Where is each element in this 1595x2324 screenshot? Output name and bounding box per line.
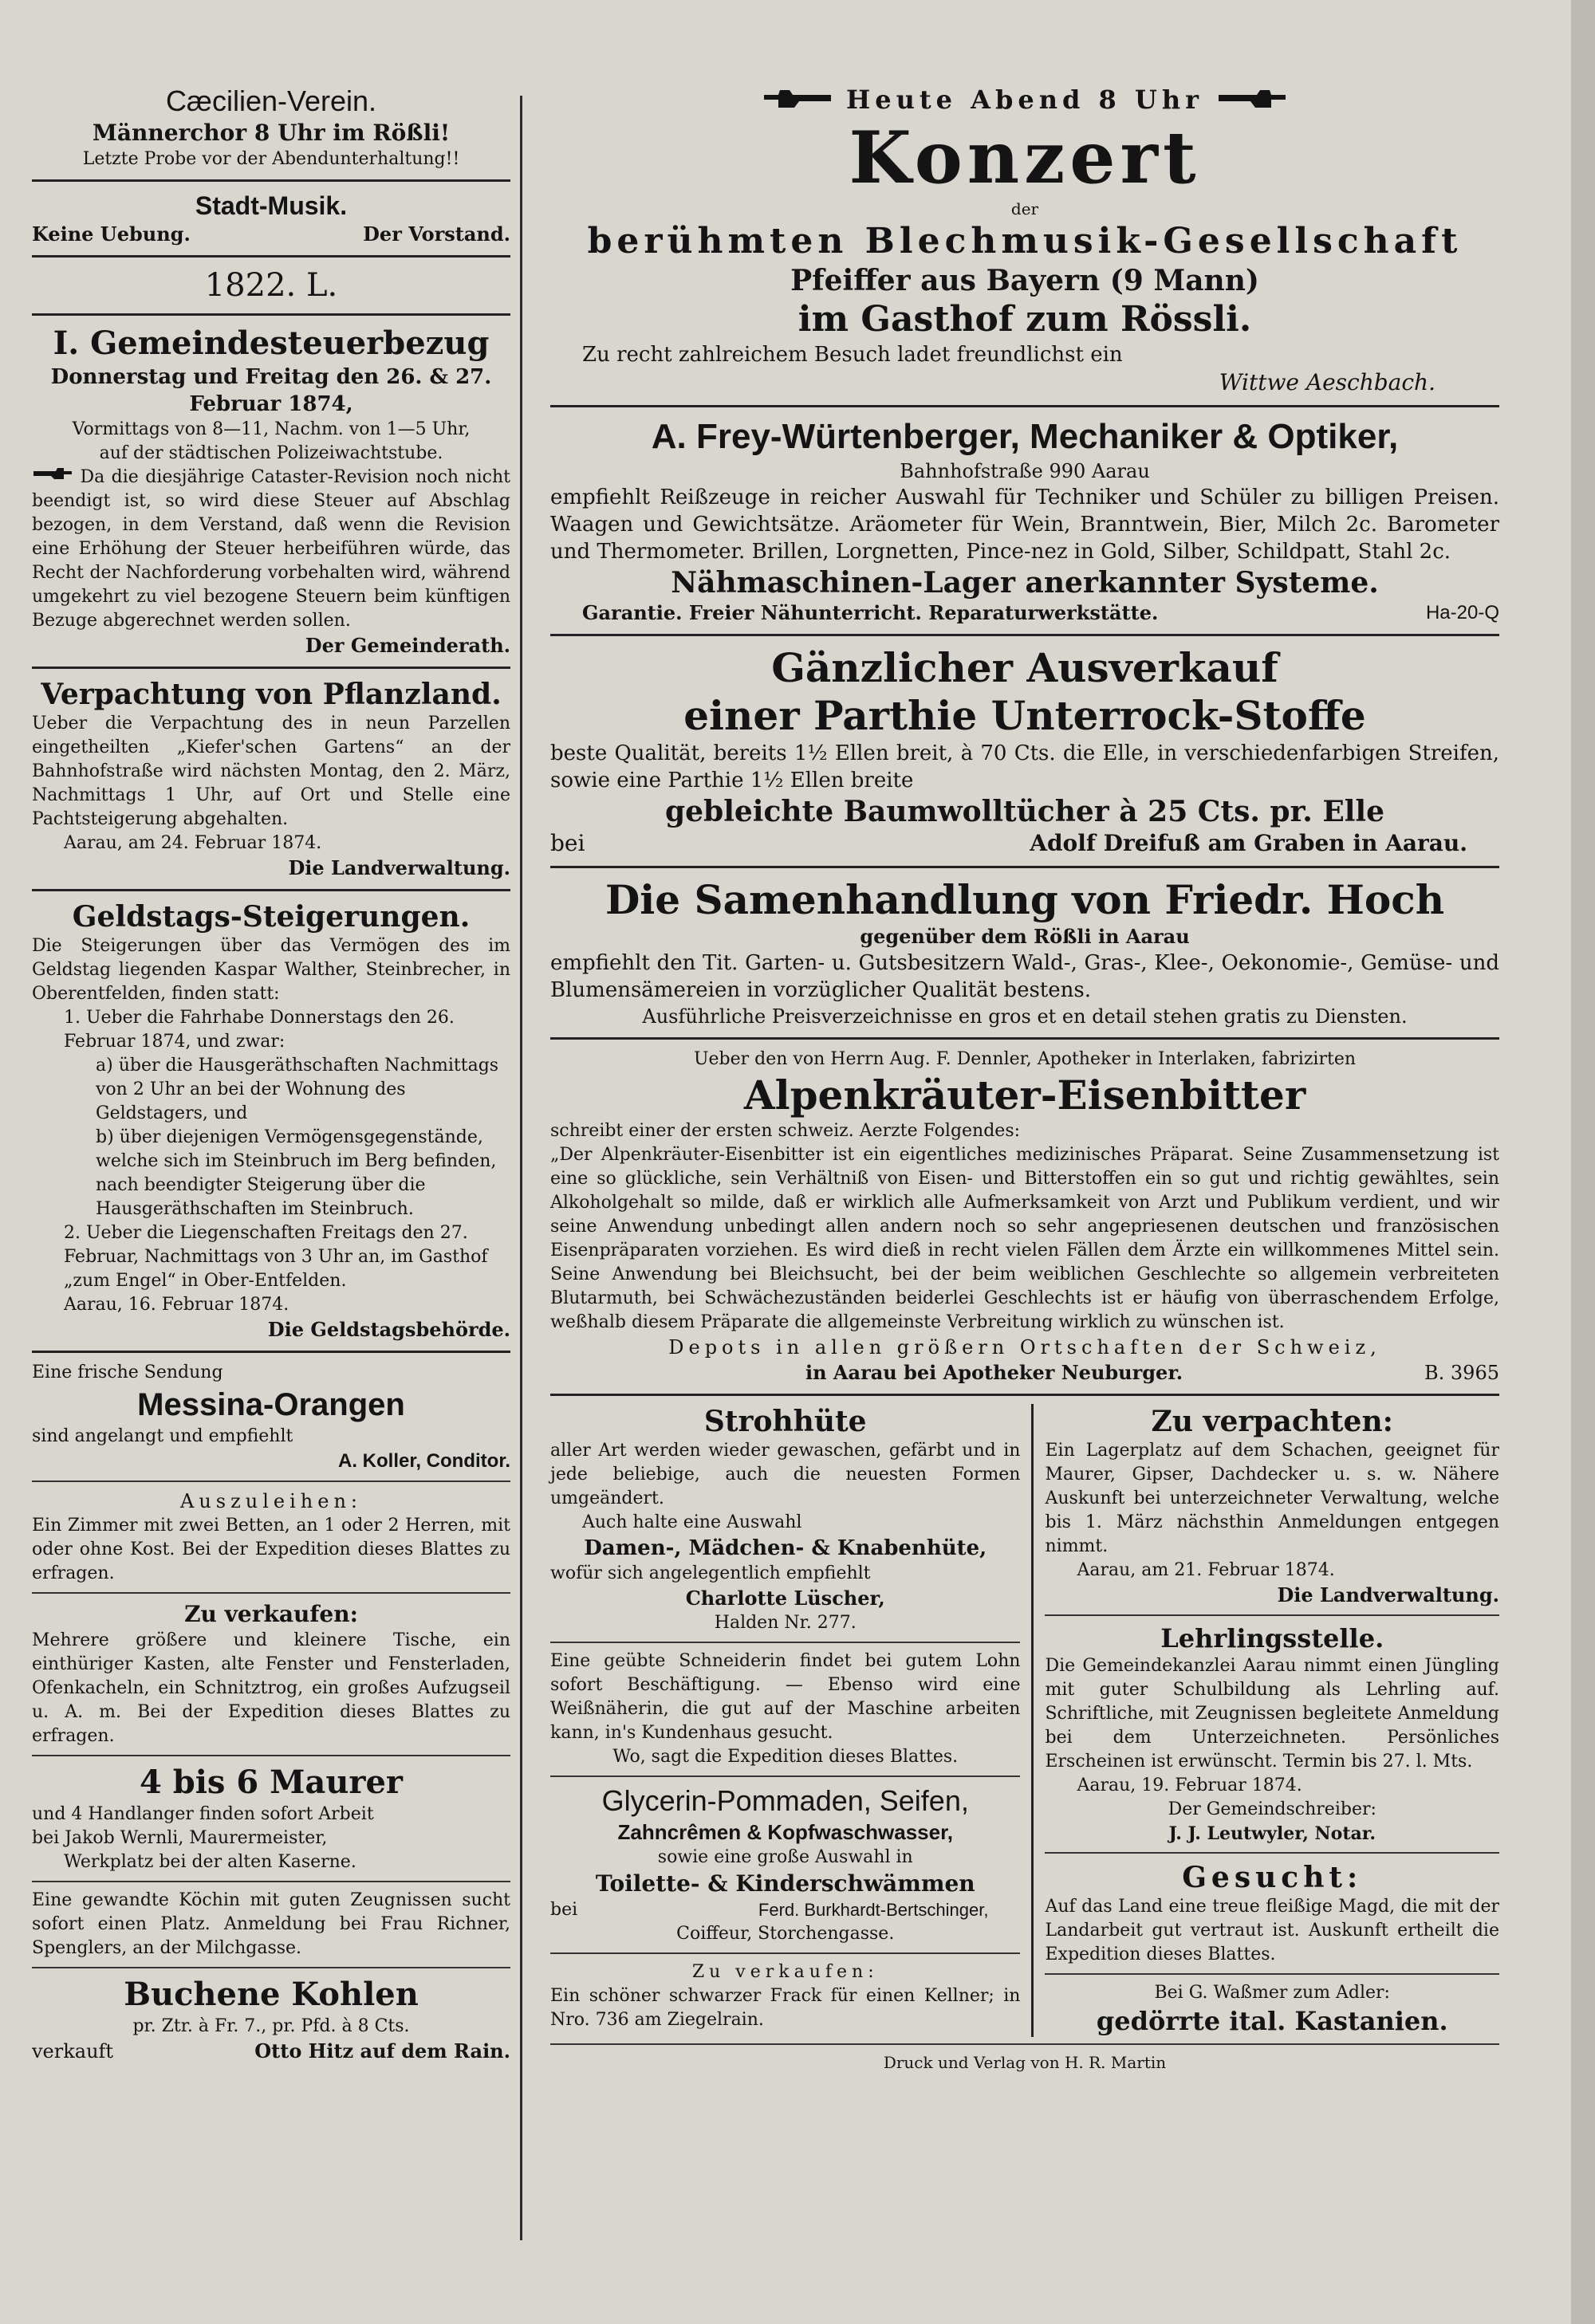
ad-line: bei Jakob Wernli, Maurermeister, [32, 1828, 328, 1848]
ad-gemeindesteuer [32, 324, 510, 659]
divider [550, 634, 1499, 636]
ad-sign: Adolf Dreifuß am Graben in Aarau. [1030, 829, 1467, 856]
ad-title: Auszuleihen: [180, 1490, 362, 1512]
ad-line: wofür sich angelegentlich empfiehlt [550, 1563, 871, 1583]
ad-line: gegenüber dem Rößli in Aarau [860, 924, 1190, 948]
ad-eisenbitter [550, 1048, 1499, 1386]
divider [1045, 1852, 1499, 1854]
ad-body: Ein schöner schwarzer Frack für einen Kellner; in Nro. 736 am Ziegelrain. [550, 1985, 1021, 2030]
ad-title: Zu verpachten: [1151, 1404, 1393, 1438]
ad-body: Die Gemeindekanzlei Aarau nimmt einen Jüngling mit guter Schulbildung als Lehrling auf. Schriftliche, mit Zeugnissen begleitete Anmeldung bei dem Unterzeichneten. Persönliches Erscheinen ist erwünscht. Termin bis 27. l. Mts. [1045, 1655, 1499, 1772]
ad-line: Coiffeur, Storchengasse. [676, 1923, 895, 1944]
ad-line: Bei G. Waßmer zum Adler: [1154, 1982, 1390, 2003]
ad-pflanzland [32, 677, 510, 881]
ad-line: und 4 Handlanger finden sofort Arbeit [32, 1804, 374, 1824]
ad-sign: Otto Hitz auf dem Rain. [254, 2039, 510, 2063]
divider [32, 1755, 510, 1756]
ad-line: Männerchor 8 Uhr im Rößli! [92, 120, 451, 146]
ad-title: Die Samenhandlung von Friedr. Hoch [605, 875, 1445, 923]
divider [32, 255, 510, 258]
right-column [550, 84, 1499, 2074]
ad-line: sowie eine große Auswahl in [657, 1846, 913, 1867]
divider [32, 179, 510, 182]
divider [550, 405, 1499, 407]
ad-title: I. Gemeindesteuerbezug [53, 324, 490, 362]
ad-line: Werkplatz bei der alten Kaserne. [64, 1852, 356, 1872]
ad-strohhuete [550, 1404, 1020, 1635]
left-column [32, 84, 510, 2064]
ad-body: aller Art werden wieder gewaschen, gefärbt und in jede beliebige, auch die neuesten Formen umgeändert. [550, 1440, 1021, 1508]
divider [32, 667, 510, 669]
ad-title: 4 bis 6 Maurer [140, 1764, 403, 1801]
ad-sign: Charlotte Lüscher, [685, 1586, 885, 1610]
ad-body: Ueber die Verpachtung des in neun Parzellen eingetheilten „Kiefer'schen Gartens“ an der Bahnhofstraße wird nächsten Montag, den 2. März, Nachmittags 1 Uhr, auf Ort und Stelle eine Pachtsteigerung abgehalten. [32, 714, 510, 829]
ad-line: Damen-, Mädchen- & Knabenhüte, [584, 1536, 987, 1560]
ad-gesucht [1045, 1860, 1499, 1967]
divider [550, 866, 1499, 868]
ad-title: Zu verkaufen: [691, 1961, 879, 1982]
divider [550, 1642, 1020, 1643]
divider [1045, 1614, 1499, 1616]
ad-date: Aarau, am 21. Februar 1874. [1077, 1559, 1335, 1580]
ad-line: Februar 1874, [189, 392, 353, 416]
ad-body: Ein Lagerplatz auf dem Schachen, geeignet für Maurer, Gipser, Dachdecker u. s. w. Nähere Auskunft bei unterzeichneter Verwaltung, welche bis 1. März nächsthin Anmeldungen entgegen nimmt. [1045, 1440, 1499, 1556]
right-subcolumns [550, 1404, 1499, 2037]
ad-body: empfiehlt den Tit. Garten- u. Gutsbesitzern Wald-, Gras-, Klee-, Oekonomie-, Gemüse- und Blumensämereien in vorzüglicher Qualität bestens. [550, 950, 1499, 1002]
ad-code: B. 3965 [1424, 1361, 1499, 1384]
ad-title: Alpenkräuter-Eisenbitter [743, 1071, 1306, 1119]
ad-date: Aarau, 19. Februar 1874. [1077, 1775, 1302, 1795]
ad-item: a) über die Hausgeräthschaften Nachmittags von 2 Uhr an bei der Wohnung des Geldstagers, und [96, 1056, 499, 1123]
ad-kastanien [1045, 1981, 1499, 2037]
ad-sign: J. J. Leutwyler, Notar. [1168, 1823, 1376, 1844]
ad-ausverkauf [550, 644, 1499, 858]
divider [32, 1967, 510, 1968]
ad-title: Buchene Kohlen [124, 1976, 419, 2013]
ad-title: Strohhüte [703, 1404, 867, 1438]
pointing-hand-icon [1217, 86, 1289, 118]
pointing-hand-icon [761, 86, 833, 118]
ad-title: Stadt-Musik. [195, 191, 348, 220]
ad-line: verkauft [32, 2040, 114, 2063]
ad-line: schreibt einer der ersten schweiz. Aerzte Folgendes: [550, 1120, 1021, 1141]
ad-line: Letzte Probe vor der Abendunterhaltung!! [82, 149, 460, 169]
ad-body: „Der Alpenkräuter-Eisenbitter ist ein eigentliches medizinisches Präparat. Seine Zusammensetzung ist eine so glückliche, sein Verhältniß von Eisen- und Bitterstoffen ein so gut und richtig gewähltes, sein Alkoholgehalt so milde, daß er wirklich alle Aufmerksamkeit von Arzt und Publikum verdient, und wir seine Anwendung unbedingt allen andern noch so sehr angepriesenen deutschen und französischen Eisenpräparaten vorziehen. Es wird dieß in recht vielen Fällen dem Ärzte ein willkommenes Mittel sein. Seine Anwendung bei Bleichsucht, bei der beim weiblichen Geschlechte so allgemein verbreiteten Blutarmuth, bei Schwächezuständen beiderlei Geschlechts ist er häufig von überraschendem Erfolge, weßhalb diesem Präparate die allgemeinste Verbreitung wirklich zu wünschen ist. [550, 1144, 1499, 1332]
ad-orangen [32, 1361, 510, 1474]
divider [32, 1481, 510, 1482]
ad-line: Depots in allen größern Ortschaften der Schweiz, [668, 1335, 1381, 1359]
ad-schneiderin [550, 1650, 1020, 1769]
ad-title: Zu verkaufen: [184, 1601, 358, 1627]
divider [550, 1952, 1020, 1954]
divider [550, 1037, 1499, 1040]
ad-code: Ha-20-Q [1425, 601, 1499, 623]
column-divider [520, 96, 522, 2240]
ad-title: Glycerin-Pommaden, Seifen, [601, 1783, 969, 1817]
ad-title: Zahncrêmen & Kopfwaschwasser, [617, 1819, 953, 1844]
ad-sign: Die Landverwaltung. [1277, 1583, 1499, 1606]
ad-line: bei [550, 829, 585, 856]
ad-title: Gesucht: [1182, 1860, 1363, 1894]
ad-title: Cæcilien-Verein. [165, 85, 377, 117]
ad-auszuleihen [32, 1488, 510, 1586]
ad-line: Zu recht zahlreichem Besuch ladet freundlichst ein [582, 342, 1123, 367]
ad-sign: Die Geldstagsbehörde. [267, 1318, 510, 1341]
page-edge [1571, 0, 1595, 2324]
ad-frack [550, 1960, 1020, 2032]
ad-line: Bahnhofstraße 990 Aarau [900, 459, 1150, 482]
ad-body: Mehrere größere und kleinere Tische, ein einthüriger Kasten, alte Fenster und Fensterladen, Ofenkacheln, ein Schnitztrog, ein großes Aufzugseil u. A. m. Bei der Expedition dieses Blattes zu erfragen. [32, 1630, 510, 1746]
ad-body: Ein Zimmer mit zwei Betten, an 1 oder 2 Herren, mit oder ohne Kost. Bei der Expedition dieses Blattes zu erfragen. [32, 1516, 510, 1583]
ad-sign: Die Landverwaltung. [288, 856, 510, 879]
ad-line: in Aarau bei Apotheker Neuburger. [805, 1360, 1183, 1384]
divider [550, 2043, 1499, 2045]
sub-column-right [1034, 1404, 1499, 2037]
ad-samen [550, 876, 1499, 1029]
ad-line: Auch halte eine Auswahl [582, 1512, 802, 1532]
ad-line: berühmten Blechmusik-Gesellschaft [587, 220, 1463, 261]
ad-sign: Ferd. Burkhardt-Bertschinger, [758, 1899, 989, 1920]
ad-line: der [1010, 199, 1039, 218]
ad-title: gedörrte ital. Kastanien. [1096, 2005, 1448, 2036]
ad-konzert [550, 84, 1499, 397]
ad-item: b) über diejenigen Vermögensgegenstände, welche sich im Steinbruch im Berg befinden, nach beendigter Steigerung über die Hausgeräthschaften im Steinbruch. [96, 1127, 497, 1219]
ad-item: 2. Ueber die Liegenschaften Freitags den 27. Februar, Nachmittags von 3 Uhr an, im Gasthof „zum Engel“ in Ober-Entfelden. [64, 1223, 488, 1291]
ad-verkaufen [32, 1600, 510, 1748]
ad-line: Vormittags von 8—11, Nachm. von 1—5 Uhr, [72, 419, 471, 439]
ad-line: Ausführliche Preisverzeichnisse en gros et en detail stehen gratis zu Diensten. [642, 1005, 1408, 1028]
ad-line: Wo, sagt die Expedition dieses Blattes. [612, 1746, 959, 1767]
ad-frey [550, 415, 1499, 626]
ad-line: Pfeiffer aus Bayern (9 Mann) [790, 263, 1259, 297]
ad-title: Konzert [849, 115, 1201, 200]
ad-line: Donnerstag und Freitag den 26. & 27. [50, 365, 492, 389]
ad-item: 1. Ueber die Fahrhabe Donnerstags den 26. Februar 1874, und zwar: [64, 1008, 455, 1052]
ad-line: auf der städtischen Polizeiwachtstube. [99, 443, 443, 463]
ad-code: 1822. L. [204, 267, 338, 304]
ad-sign: A. Koller, Conditor. [337, 1450, 510, 1472]
divider [32, 1592, 510, 1594]
ad-line: im Gasthof zum Rössli. [798, 298, 1252, 340]
pointing-hand-icon [32, 466, 73, 490]
footer-imprint: Druck und Verlag von H. R. Martin [883, 2052, 1167, 2072]
ad-line: Der Gemeindschreiber: [1168, 1799, 1376, 1819]
ad-caecilien [32, 84, 510, 171]
ad-body: empfiehlt Reißzeuge in reicher Auswahl für Techniker und Schüler zu billigen Preisen. Waagen und Gewichtsätze. Aräometer für Wein, Branntwein, Bier, Milch 2c. Barometer und Thermometer. Brillen, Lorgnetten, Pince-nez in Gold, Silber, Schildpatt, Stahl 2c. [550, 485, 1499, 564]
ad-title: einer Parthie Unterrock-Stoffe [683, 691, 1366, 739]
sub-column-left [550, 1404, 1034, 2037]
ad-sign: Der Vorstand. [363, 222, 510, 246]
ad-glycerin [550, 1783, 1020, 1946]
ad-body-text: Da die diesjährige Cataster-Revision noch nicht beendigt ist, so wird diese Steuer auf Abschlag bezogen, in dem Verstand, daß wenn die Revision eine Erhöhung der Steuer herbeiführen würde, das Recht der Nachforderung vorbehalten wird, während umgekehrt zu viel bezogene Steuern beim künftigen Bezuge abgerechnet werden sollen. [32, 467, 510, 631]
ad-verpachten [1045, 1404, 1499, 1608]
ad-line-text: Heute Abend 8 Uhr [846, 85, 1203, 115]
divider [32, 889, 510, 891]
ad-line: gebleichte Baumwolltücher à 25 Cts. pr. Elle [664, 794, 1385, 828]
ad-line: Halden Nr. 277. [714, 1612, 857, 1633]
ad-koechin: Eine gewandte Köchin mit guten Zeugnissen sucht sofort einen Platz. Anmeldung bei Frau Richner, Spenglers, an der Milchgasse. [32, 1890, 510, 1958]
ad-body: Eine geübte Schneiderin findet bei gutem Lohn sofort Beschäftigung. — Ebenso wird eine Weißnäherin, die gut auf der Maschine arbeiten kann, in's Kundenhaus gesucht. [550, 1650, 1021, 1743]
ad-title: Gänzlicher Ausverkauf [771, 643, 1278, 691]
divider [1045, 1973, 1499, 1975]
ad-title: A. Frey-Würtenberger, Mechaniker & Optiker, [651, 416, 1399, 456]
ad-title: Geldstags-Steigerungen. [72, 900, 471, 934]
ad-line: bei [550, 1899, 578, 1920]
ad-title: Lehrlingsstelle. [1160, 1622, 1384, 1654]
ad-lehrling [1045, 1622, 1499, 1846]
divider [550, 1775, 1020, 1777]
ad-line: Garantie. Freier Nähunterricht. Reparaturwerkstätte. [582, 600, 1159, 624]
ad-date: Aarau, 16. Februar 1874. [64, 1295, 289, 1315]
ad-date: Aarau, am 24. Februar 1874. [64, 833, 322, 853]
ad-title: Toilette- & Kinderschwämmen [595, 1870, 975, 1897]
divider [32, 1881, 510, 1882]
ad-stadtmusik [32, 190, 510, 247]
ad-body: Auf das Land eine treue fleißige Magd, die mit der Landarbeit gut vertraut ist. Auskunft ertheilt die Expedition dieses Blattes. [1045, 1896, 1499, 1964]
ad-line: sind angelangt und empfiehlt [32, 1426, 293, 1446]
ad-kohlen [32, 1975, 510, 2064]
ad-line: Nähmaschinen-Lager anerkannter Systeme. [671, 565, 1379, 600]
ad-geldstag [32, 899, 510, 1343]
divider [550, 1394, 1499, 1396]
ad-line: Keine Uebung. [32, 222, 191, 246]
ad-body: beste Qualität, bereits 1½ Ellen breit, à 70 Cts. die Elle, in verschiedenfarbigen Streifen, sowie eine Parthie 1½ Ellen breite [550, 741, 1499, 792]
divider [32, 313, 510, 316]
ad-line [550, 84, 1499, 118]
divider [32, 1351, 510, 1353]
ad-line: pr. Ztr. à Fr. 7., pr. Pfd. à 8 Cts. [132, 2016, 410, 2036]
ad-sign: Der Gemeinderath. [305, 634, 510, 657]
ad-line: Ueber den von Herrn Aug. F. Dennler, Apotheker in Interlaken, fabrizirten [693, 1048, 1357, 1069]
ad-title: Messina-Orangen [137, 1387, 405, 1422]
ad-body: Die Steigerungen über das Vermögen des im Geldstag liegenden Kaspar Walther, Steinbrecher, in Oberentfelden, finden statt: [32, 936, 510, 1004]
ad-sign: Wittwe Aeschbach. [1219, 368, 1436, 395]
ad-title: Verpachtung von Pflanzland. [41, 678, 502, 711]
ad-line: Eine frische Sendung [32, 1363, 223, 1382]
ad-body [32, 466, 510, 633]
ad-maurer [32, 1763, 510, 1874]
